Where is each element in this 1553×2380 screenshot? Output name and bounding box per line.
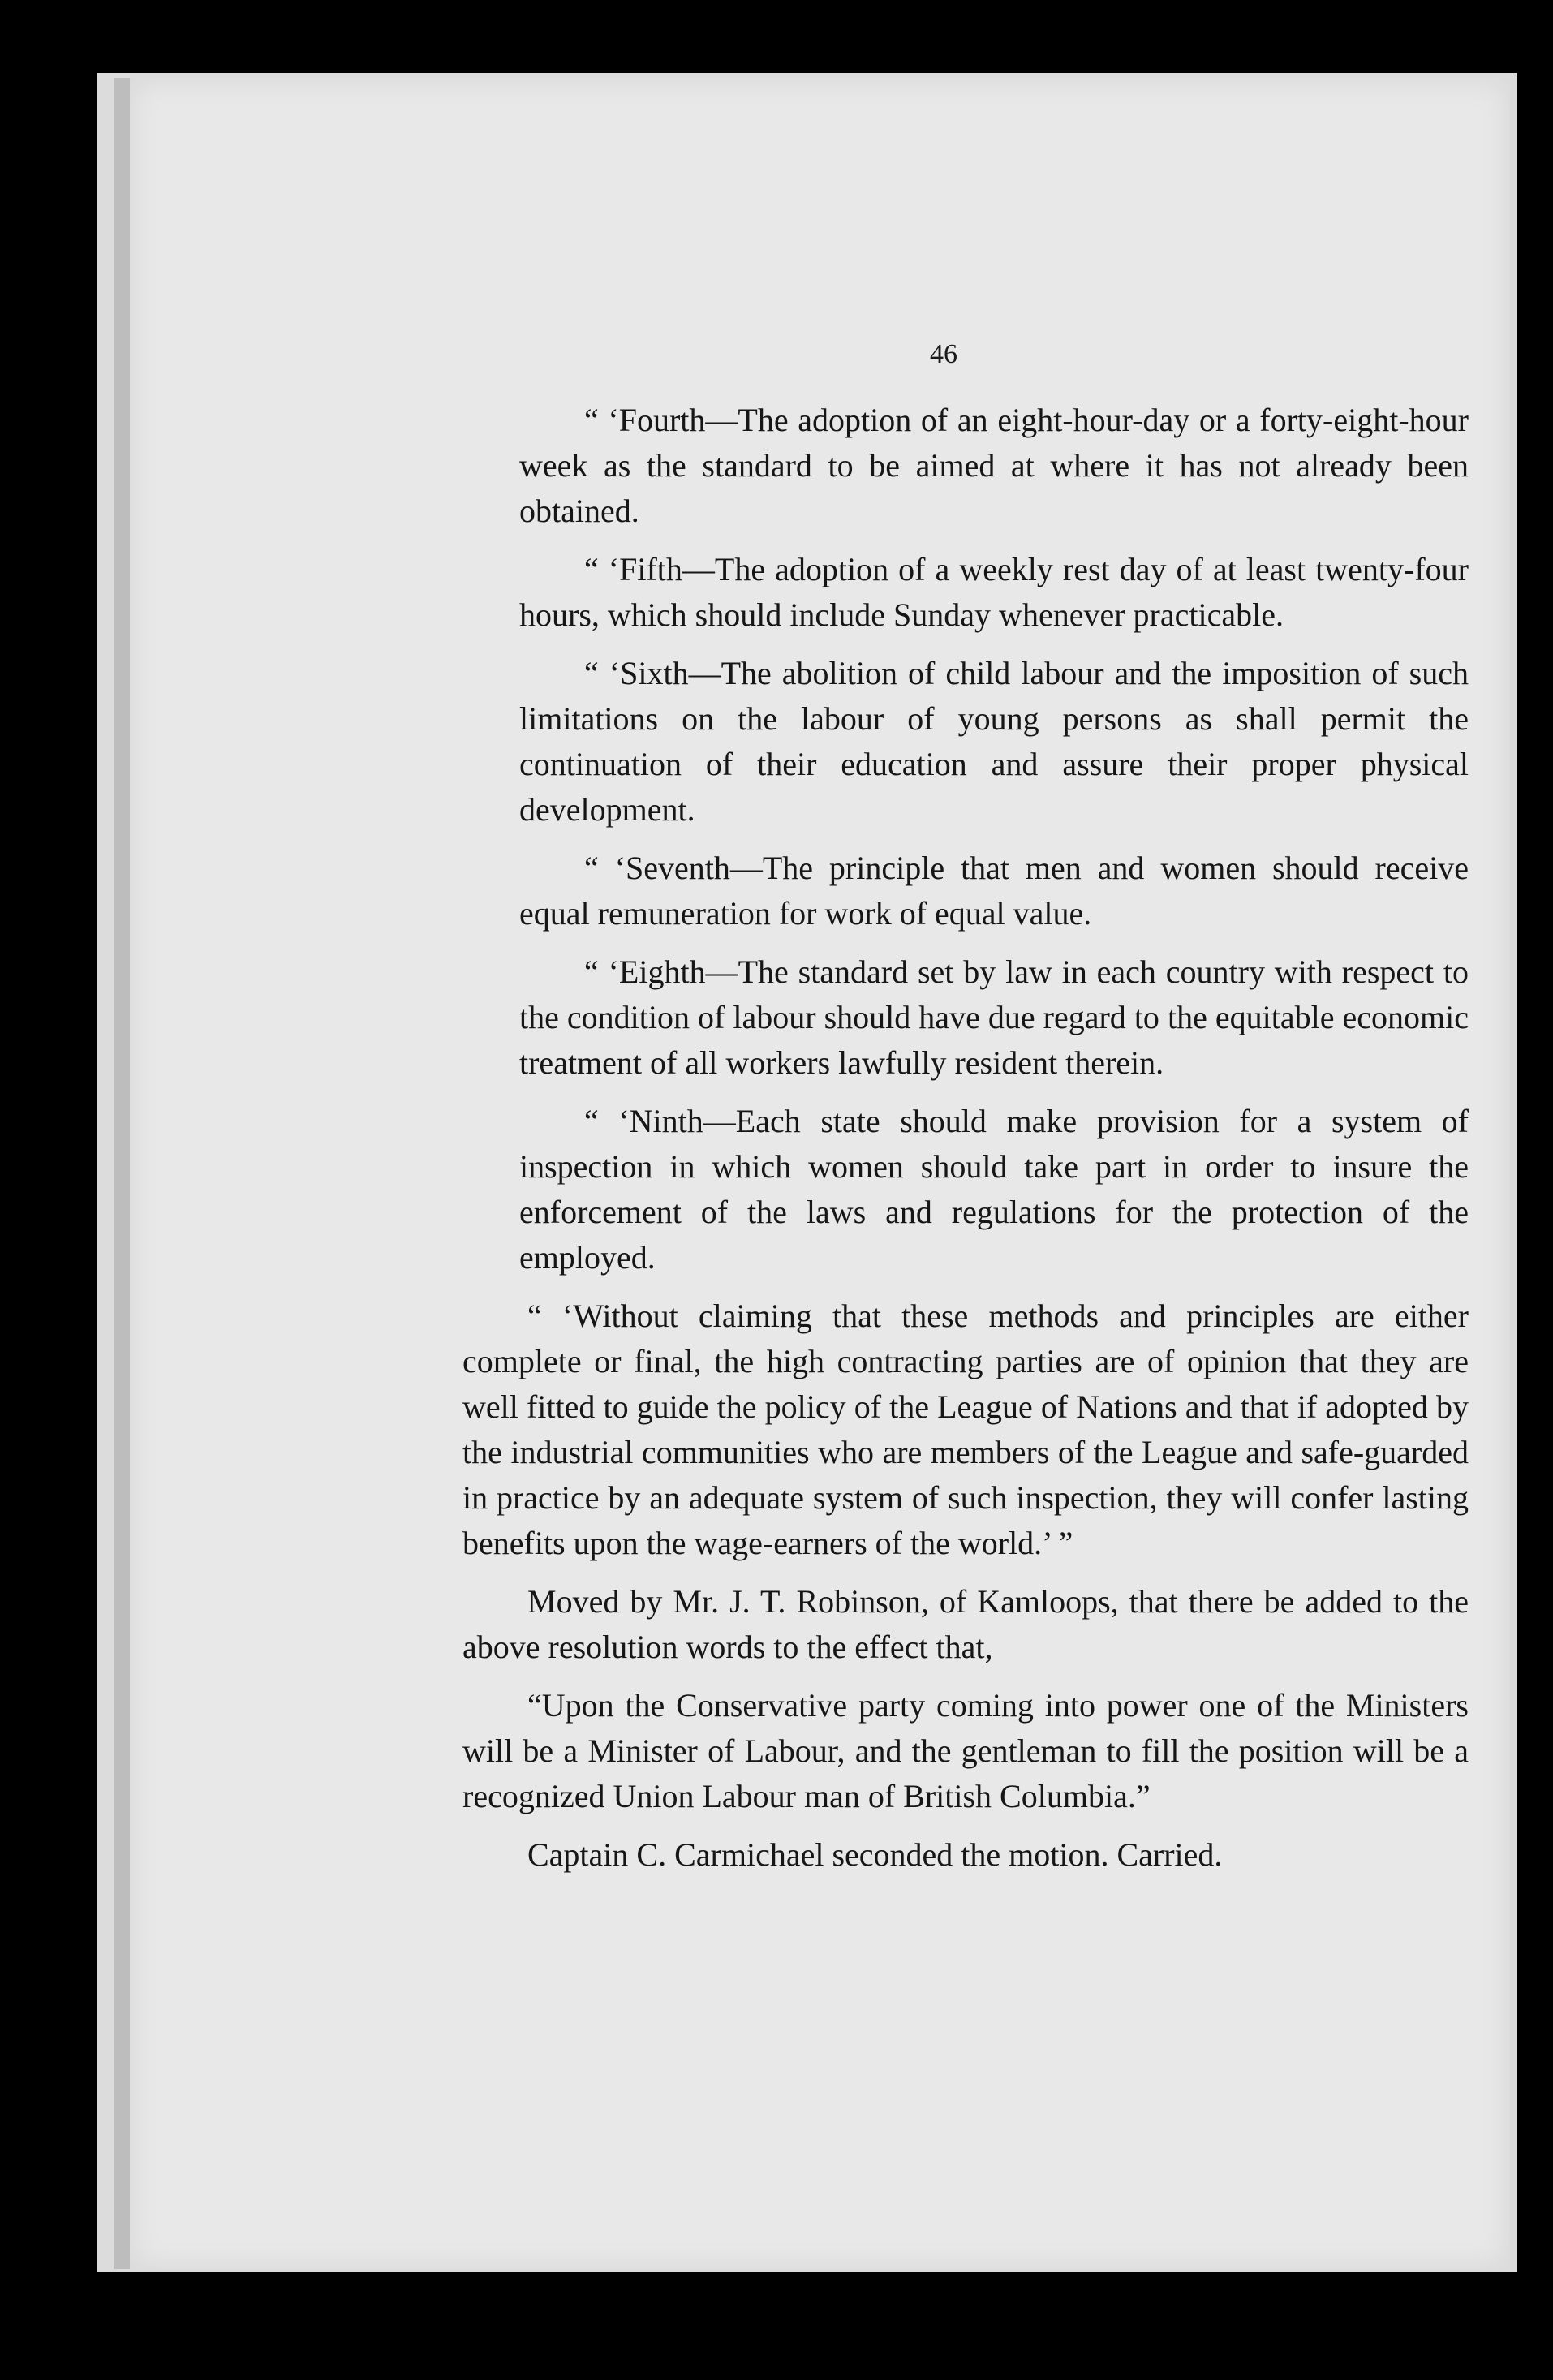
paragraph-without-claiming: “ ‘Without claiming that these methods and principles are either complete or final, the high contracting parties are of opinion that they are well fitted to guide the policy of the League of Nations and that if adopted by the industrial communities who are members of the League and safe-guarded in practice by an adequate system of such inspection, they will confer lasting benefits upon the wage-earners of the world.’ ” xyxy=(462,1298,1469,1561)
paragraph-seconded: Captain C. Carmichael seconded the motion. Carried. xyxy=(527,1836,1223,1873)
paragraph-fifth: “ ‘Fifth—The adoption of a weekly rest day of at least twenty-four hours, which should include Sunday whenever practicable. xyxy=(519,551,1469,633)
paragraph-moved-by: Moved by Mr. J. T. Robinson, of Kamloops, that there be added to the above resolution words to the effect that, xyxy=(462,1583,1469,1665)
paragraph-seventh: “ ‘Seventh—The principle that men and women should receive equal remuneration for work of equal value. xyxy=(519,850,1469,932)
paragraph-resolution-amendment: “Upon the Conservative party coming into power one of the Ministers will be a Minister of Labour, and the gentleman to fill the position will be a recognized Union Labour man of British Columbia.” xyxy=(462,1687,1469,1814)
paragraph-eighth: “ ‘Eighth—The standard set by law in each country with respect to the condition of labour should have due regard to the equitable economic treatment of all workers lawfully resident therein. xyxy=(519,953,1469,1081)
paragraph-ninth: “ ‘Ninth—Each state should make provision for a system of inspection in which women should take part in order to insure the enforcement of the laws and regulations for the protection of the employed. xyxy=(519,1103,1469,1276)
paragraph-fourth: “ ‘Fourth—The adoption of an eight-hour-day or a forty-eight-hour week as the standard to be aimed at where it has not already been obtained. xyxy=(519,402,1469,529)
body-text xyxy=(462,398,1469,1891)
page-number: 46 xyxy=(930,339,957,369)
paragraph-sixth: “ ‘Sixth—The abolition of child labour and the imposition of such limitations on the labour of young persons as shall permit the continuation of their education and assure their proper physical development. xyxy=(519,655,1469,828)
